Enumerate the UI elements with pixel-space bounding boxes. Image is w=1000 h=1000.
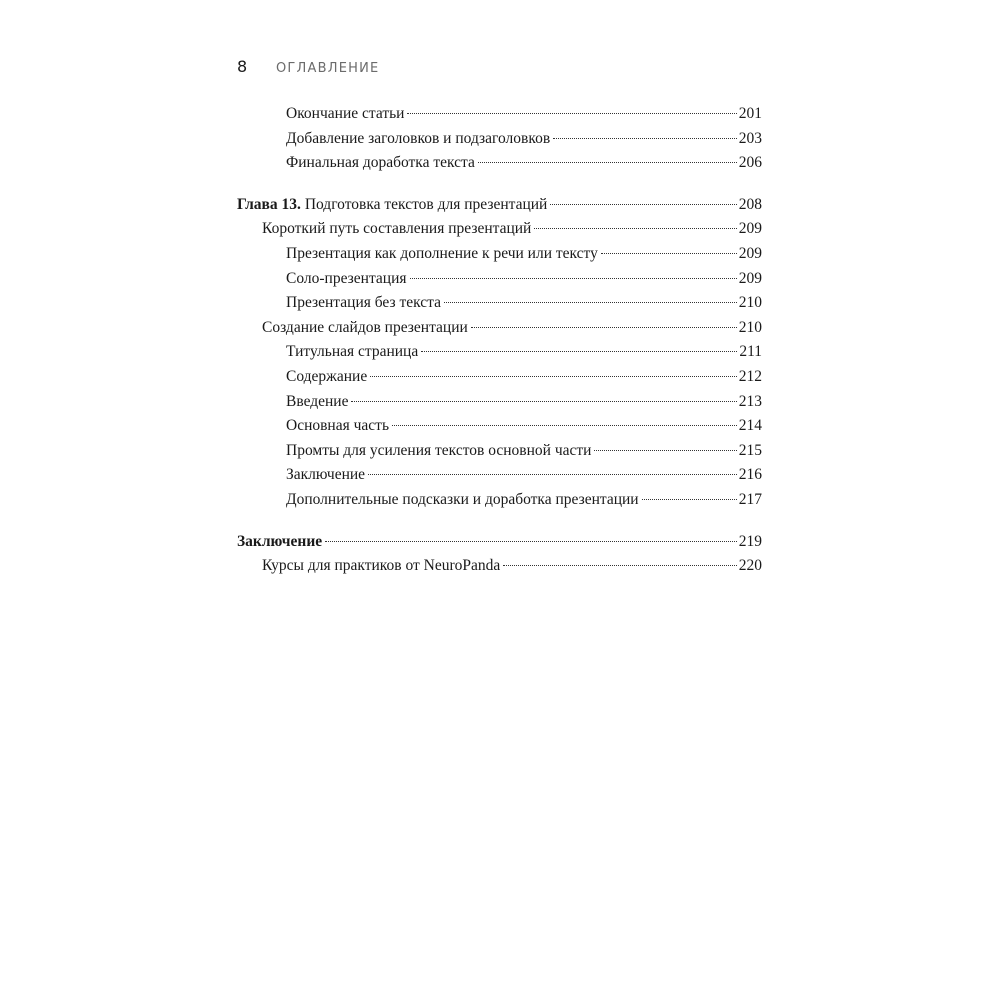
toc-dot-leader — [594, 450, 736, 451]
toc-entry-title: Заключение — [286, 466, 366, 484]
toc-entry-title: Основная часть — [286, 417, 390, 435]
toc-dot-leader — [503, 565, 736, 566]
toc-chapter-prefix: Глава 13. — [237, 195, 301, 213]
toc-entry[interactable] — [237, 365, 762, 390]
toc-entry-page: 201 — [738, 105, 762, 122]
toc-entry-title: Титульная страница — [286, 343, 419, 361]
toc-entry-page: 212 — [738, 367, 762, 385]
toc-entry-title: Курсы для практиков от NeuroPanda — [262, 557, 501, 575]
toc-dot-leader — [407, 113, 736, 114]
toc-section-entry[interactable] — [237, 316, 762, 341]
toc-dot-leader — [368, 474, 737, 475]
toc-entry[interactable] — [237, 267, 762, 292]
toc-entry-title: Добавление заголовков и подзаголовков — [286, 129, 551, 147]
toc-entry-title: Презентация без текста — [286, 294, 442, 312]
toc-entry-title: Соло-презентация — [286, 269, 407, 287]
toc-dot-leader — [444, 302, 737, 303]
toc-entry-title: Презентация как дополнение к речи или тексту — [286, 244, 598, 262]
toc-entry-page: 211 — [739, 343, 762, 361]
toc-entry-page: 217 — [738, 490, 762, 508]
toc-entry[interactable] — [237, 291, 762, 316]
toc-dot-leader — [421, 351, 737, 352]
toc-entry-page: 209 — [738, 269, 762, 287]
toc-entry-page: 203 — [738, 129, 762, 147]
toc-dot-leader — [325, 541, 737, 542]
toc-entry[interactable] — [237, 463, 762, 488]
page-header — [237, 57, 379, 81]
toc-entry-page: 209 — [738, 244, 762, 262]
toc-dot-leader — [410, 278, 737, 279]
toc-entry-title: Финальная доработка текста — [286, 154, 475, 172]
toc-entry[interactable] — [237, 151, 762, 176]
toc-entry-page: 215 — [738, 441, 762, 459]
toc-chapter-title — [237, 193, 547, 218]
toc-entry-page: 210 — [738, 294, 762, 312]
toc-entry-page: 220 — [738, 557, 762, 575]
toc-entry-page: 206 — [738, 154, 762, 172]
toc-dot-leader — [553, 138, 737, 139]
toc-entry-page: 213 — [738, 392, 762, 410]
toc-dot-leader — [351, 401, 736, 402]
toc-dot-leader — [370, 376, 737, 377]
toc-dot-leader — [392, 425, 737, 426]
toc-entry-page: 216 — [738, 466, 762, 484]
toc-entry-page: 214 — [738, 417, 762, 435]
toc-entry-title: Окончание статьи — [286, 105, 405, 122]
toc-chapter-entry[interactable] — [237, 193, 762, 218]
toc-entry-title: Промты для усиления текстов основной части — [286, 441, 592, 459]
toc-chapter-title: Заключение — [237, 532, 323, 550]
toc-entry[interactable] — [237, 488, 762, 513]
toc-entry[interactable] — [237, 340, 762, 365]
toc-entry[interactable] — [237, 102, 762, 127]
toc-section-entry[interactable] — [237, 554, 762, 579]
toc-entry-title: Введение — [286, 392, 349, 410]
toc-entry-page: 208 — [738, 195, 762, 213]
toc-entry-title: Создание слайдов презентации — [262, 318, 468, 336]
table-of-contents — [237, 102, 762, 579]
toc-chapter-entry[interactable] — [237, 530, 762, 555]
toc-entry[interactable] — [237, 390, 762, 415]
toc-entry[interactable] — [237, 439, 762, 464]
toc-dot-leader — [642, 499, 737, 500]
toc-entry[interactable] — [237, 242, 762, 267]
toc-entry-title: Содержание — [286, 367, 368, 385]
toc-dot-leader — [471, 327, 737, 328]
toc-chapter-name: Подготовка текстов для презентаций — [300, 195, 548, 213]
toc-entry-page: 210 — [738, 318, 762, 336]
toc-dot-leader — [478, 162, 737, 163]
toc-entry-page: 209 — [738, 220, 762, 238]
toc-dot-leader — [534, 228, 736, 229]
toc-entry-page: 219 — [738, 532, 762, 550]
toc-entry[interactable] — [237, 414, 762, 439]
running-title: ОГЛАВЛЕНИЕ — [276, 61, 380, 76]
toc-section-entry[interactable] — [237, 217, 762, 242]
toc-dot-leader — [601, 253, 737, 254]
toc-entry[interactable] — [237, 127, 762, 152]
page-number: 8 — [237, 57, 248, 76]
toc-entry-title: Дополнительные подсказки и доработка презентации — [286, 490, 639, 508]
toc-dot-leader — [550, 204, 736, 205]
toc-entry-title: Короткий путь составления презентаций — [262, 220, 532, 238]
